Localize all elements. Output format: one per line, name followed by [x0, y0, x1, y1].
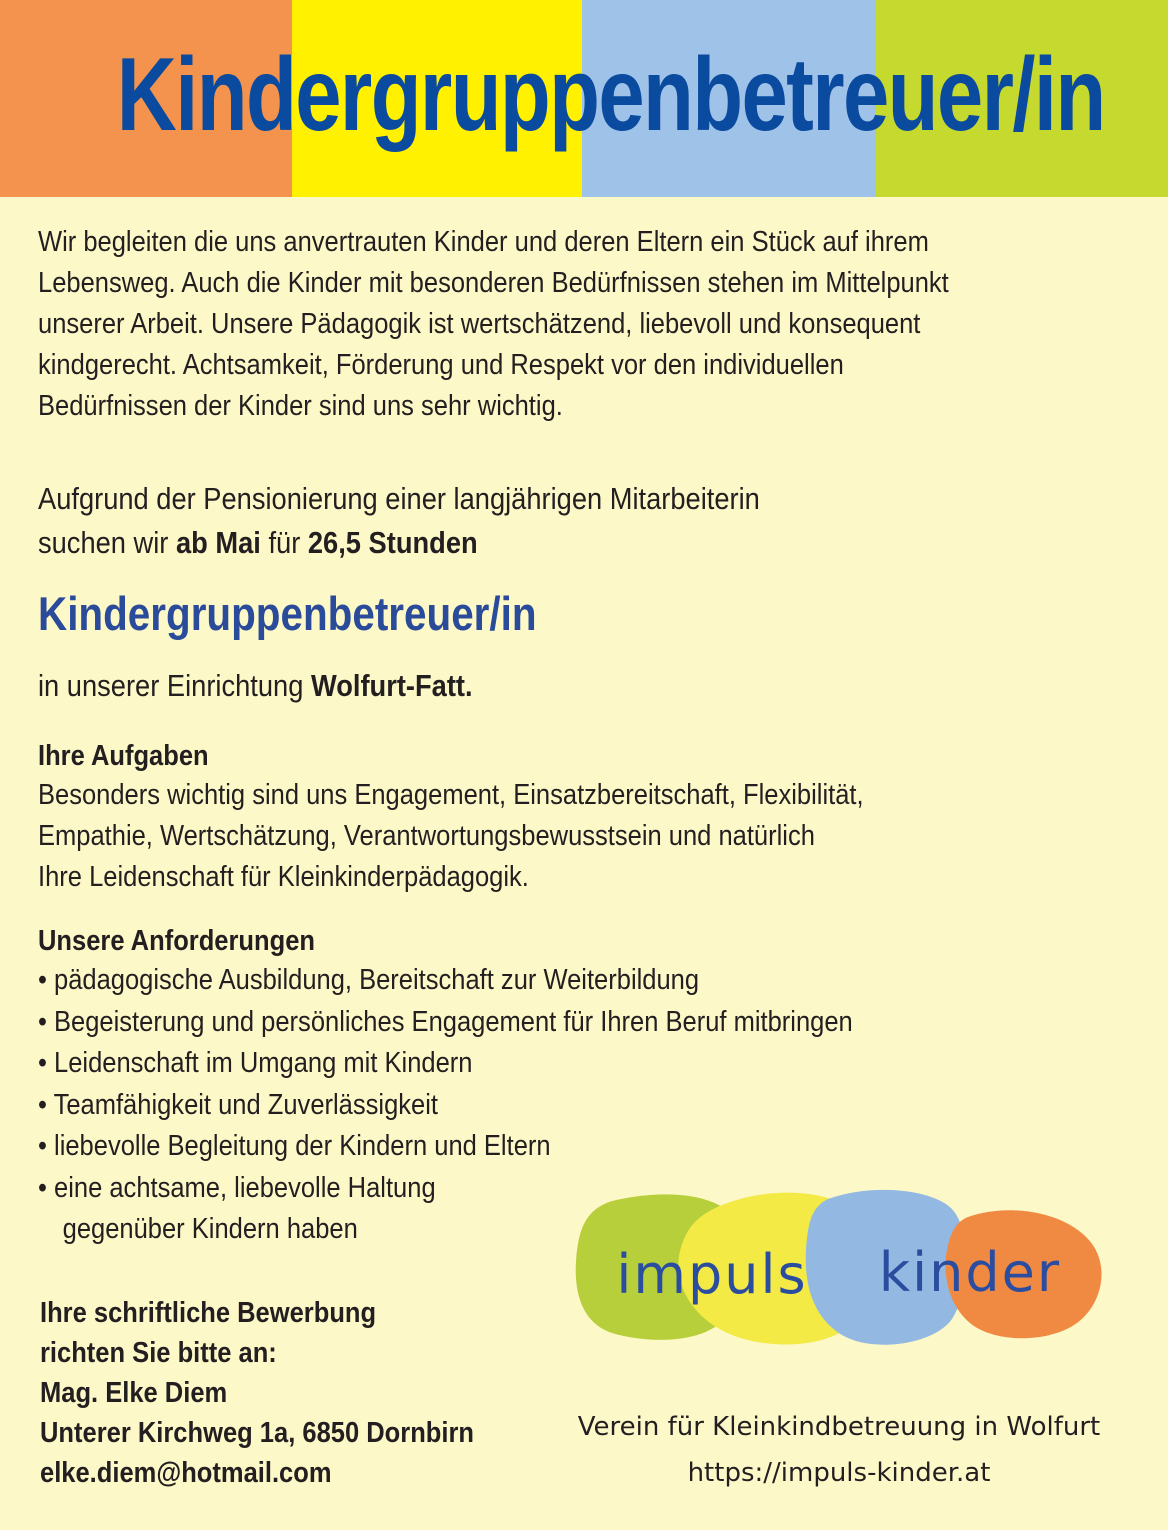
location-line [38, 664, 1076, 708]
application-line: richten Sie bitte an: [40, 1337, 277, 1369]
list-item: • Teamfähigkeit und Zuverlässigkeit [38, 1088, 438, 1121]
impuls-kinder-logo [572, 1183, 1108, 1353]
list-item: • pädagogische Ausbildung, Bereitschaft zur Weiterbildung [38, 964, 700, 996]
tasks-section [38, 737, 1168, 898]
intro-line: Wir begleiten die uns anvertrauten Kinder und deren Eltern ein Stück auf ihrem [38, 226, 929, 258]
application-contact [40, 1293, 533, 1493]
tasks-line: Besonders wichtig sind uns Engagement, Einsatzbereitschaft, Flexibilität, [38, 779, 864, 811]
offer-line-1: Aufgrund der Pensionierung einer langjährigen Mitarbeiterin [38, 481, 760, 516]
list-item: • Leidenschaft im Umgang mit Kindern [38, 1047, 473, 1079]
intro-paragraph [38, 222, 1138, 427]
offer-start: ab Mai [175, 525, 261, 560]
list-item: • eine achtsame, liebevolle Haltung [38, 1171, 436, 1204]
contact-address: Unterer Kirchweg 1a, 6850 Dornbirn [40, 1417, 474, 1449]
main-content [38, 222, 1138, 1245]
position-title: Kindergruppenbetreuer/in [38, 587, 537, 640]
offer-hours: 26,5 Stunden [307, 525, 478, 560]
organisation-name: Verein für Kleinkindbetreuung in Wolfurt [577, 1412, 1101, 1442]
page-title: Kindergruppenbetreuer/in [116, 37, 1105, 153]
offer-prefix: suchen wir [38, 525, 176, 560]
logo-word-kinder: kinder [878, 1241, 1062, 1304]
application-line: Ihre schriftliche Bewerbung [40, 1297, 377, 1329]
requirements-heading: Unsere Anforderungen [38, 925, 315, 957]
intro-line: kindgerecht. Achtsamkeit, Förderung und Respekt vor den individuellen [38, 349, 844, 381]
tasks-line: Empathie, Wertschätzung, Verantwortungsbewusstsein und natürlich [38, 820, 815, 852]
intro-line: unserer Arbeit. Unsere Pädagogik ist wertschätzend, liebevoll und konsequent [38, 308, 921, 340]
intro-line: Lebensweg. Auch die Kinder mit besonderen Bedürfnissen stehen im Mittelpunkt [38, 267, 949, 299]
offer-paragraph [38, 477, 1168, 565]
location-name: Wolfurt-Fatt. [310, 668, 473, 703]
offer-line-2 [38, 521, 1076, 565]
intro-line: Bedürfnissen der Kinder sind uns sehr wichtig. [38, 390, 563, 422]
list-item: • Begeisterung und persönliches Engagement für Ihren Beruf mitbringen [38, 1005, 853, 1038]
logo-word-impuls: impuls [616, 1243, 808, 1306]
contact-name: Mag. Elke Diem [40, 1377, 228, 1409]
tasks-heading: Ihre Aufgaben [38, 740, 209, 772]
offer-mid: für [260, 525, 308, 560]
contact-email[interactable]: elke.diem@hotmail.com [40, 1457, 332, 1489]
list-item: • liebevolle Begleitung der Kindern und Eltern [38, 1130, 551, 1162]
location-prefix: in unserer Einrichtung [38, 668, 311, 703]
list-item-continuation: gegenüber Kindern haben [62, 1213, 358, 1245]
tasks-line: Ihre Leidenschaft für Kleinkinderpädagogik. [38, 861, 529, 893]
website-link[interactable]: https://impuls-kinder.at [687, 1458, 991, 1488]
